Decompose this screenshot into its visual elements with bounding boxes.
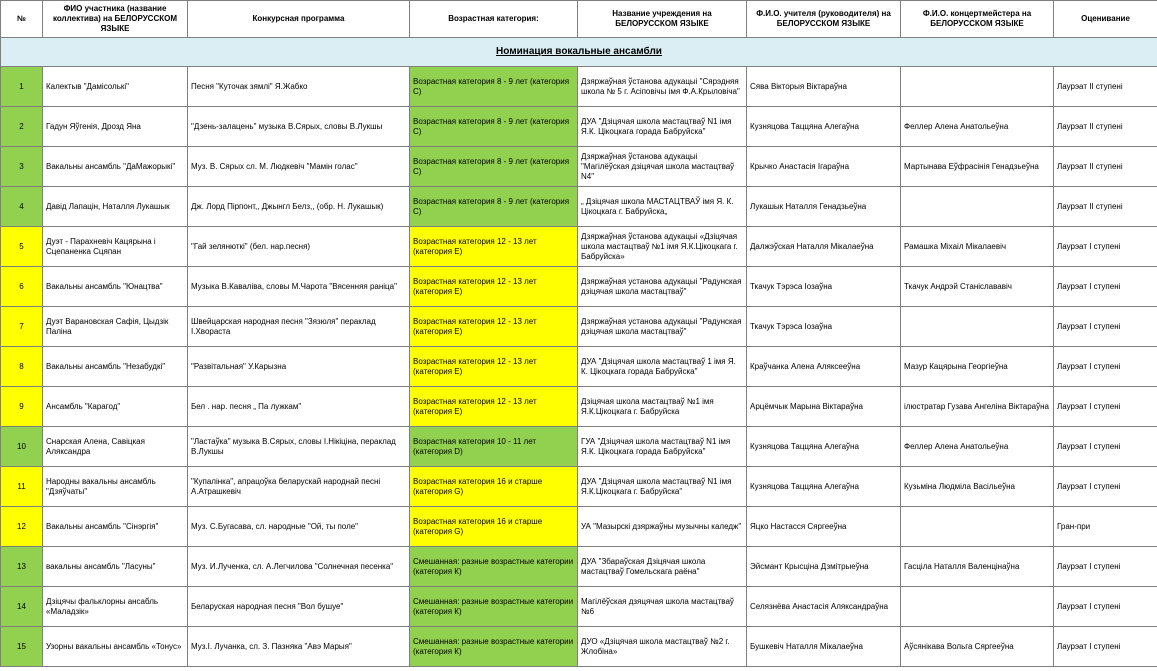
cell-accompanist[interactable]: Гасціла Наталля Валенцінаўна bbox=[901, 547, 1054, 587]
cell-accompanist[interactable] bbox=[901, 307, 1054, 347]
table-row bbox=[1, 227, 1157, 267]
cell-participant[interactable]: Дуэт Варановская Сафія, Цыдзік Паліна bbox=[43, 307, 188, 347]
cell-teacher[interactable]: Крычко Анастасія Ігараўна bbox=[747, 147, 901, 187]
table-row bbox=[1, 307, 1157, 347]
cell-participant[interactable]: Вакальны ансамбль "Юнацтва" bbox=[43, 267, 188, 307]
header-institution[interactable]: Название учреждения на БЕЛОРУССКОМ ЯЗЫКЕ bbox=[578, 1, 747, 38]
cell-score[interactable]: Гран-при bbox=[1054, 507, 1157, 547]
cell-score[interactable]: Лаурэат ІІ ступені bbox=[1054, 107, 1157, 147]
cell-age-category[interactable]: Смешанная: разные возрастные категории (категория К) bbox=[410, 627, 578, 667]
table-row bbox=[1, 427, 1157, 467]
cell-institution[interactable]: Дзяржаўная ўстанова адукацыі «Дзіцячая школа мастацтваў №1 імя Я.К.Цікоцкага г. Бабруйска» bbox=[578, 227, 747, 267]
table-row bbox=[1, 267, 1157, 307]
cell-score[interactable]: Лаурэат І ступені bbox=[1054, 387, 1157, 427]
cell-accompanist[interactable]: Рамашка Міхаіл Мікалаевіч bbox=[901, 227, 1054, 267]
cell-program[interactable]: Муз. В. Сярых сл. М. Людкевіч "Мамін голас" bbox=[188, 147, 410, 187]
cell-participant[interactable]: Дуэт - Парахневіч Кацярына і Сцепаненка Сцяпан bbox=[43, 227, 188, 267]
table-row bbox=[1, 547, 1157, 587]
cell-number[interactable]: 2 bbox=[1, 107, 43, 147]
cell-participant[interactable]: Вакальны ансамбль "Сінэргія" bbox=[43, 507, 188, 547]
cell-participant[interactable]: Гадун Яўгенія, Дрозд Яна bbox=[43, 107, 188, 147]
header-program[interactable]: Конкурсная программа bbox=[188, 1, 410, 38]
table-row bbox=[1, 387, 1157, 427]
cell-number[interactable]: 4 bbox=[1, 187, 43, 227]
cell-institution[interactable]: Дзяржаўная установа адукацыі "Радунская дзіцячая школа мастацтваў" bbox=[578, 267, 747, 307]
cell-program[interactable]: Дж. Лорд Пірпонт,, Джынгл Белз,, (обр. Н. Лукашык) bbox=[188, 187, 410, 227]
cell-teacher[interactable]: Далжэўская Наталля Мікалаеўна bbox=[747, 227, 901, 267]
cell-program[interactable]: "Развітальная" У.Карызна bbox=[188, 347, 410, 387]
cell-score[interactable]: Лаурэат І ступені bbox=[1054, 307, 1157, 347]
cell-age-category[interactable]: Возрастная категория 8 - 9 лет (категория С) bbox=[410, 107, 578, 147]
cell-number[interactable]: 9 bbox=[1, 387, 43, 427]
cell-teacher[interactable]: Сява Вікторыя Віктараўна bbox=[747, 67, 901, 107]
cell-accompanist[interactable] bbox=[901, 187, 1054, 227]
cell-accompanist[interactable]: Кузьміна Людміла Васільеўна bbox=[901, 467, 1054, 507]
cell-participant[interactable]: Давід Лапацін, Наталля Лукашык bbox=[43, 187, 188, 227]
table-row bbox=[1, 627, 1157, 667]
cell-number[interactable]: 12 bbox=[1, 507, 43, 547]
cell-accompanist[interactable] bbox=[901, 67, 1054, 107]
cell-program[interactable]: Беларуская народная песня "Вол бушуе" bbox=[188, 587, 410, 627]
header-participant[interactable]: ФИО участника (название коллектива) на БЕЛОРУССКОМ ЯЗЫКЕ bbox=[43, 1, 188, 38]
cell-participant[interactable]: Вакальны ансамбль "ДаМажорыкі" bbox=[43, 147, 188, 187]
cell-institution[interactable]: Дзяржаўная установа адукацыі "Радунская дзіцячая школа мастацтваў" bbox=[578, 307, 747, 347]
cell-teacher[interactable]: Эйсмант Крысціна Дзмітрыеўна bbox=[747, 547, 901, 587]
cell-number[interactable]: 7 bbox=[1, 307, 43, 347]
header-accompanist[interactable]: Ф.И.О. концертмейстера на БЕЛОРУССКОМ ЯЗЫКЕ bbox=[901, 1, 1054, 38]
cell-accompanist[interactable]: Аўсянікава Вольга Сяргееўна bbox=[901, 627, 1054, 667]
table-row bbox=[1, 507, 1157, 547]
cell-score[interactable]: Лаурэат І ступені bbox=[1054, 547, 1157, 587]
cell-participant[interactable]: Народны вакальны ансамбль "Дзяўчаты" bbox=[43, 467, 188, 507]
cell-age-category[interactable]: Возрастная категория 12 - 13 лет (категория Е) bbox=[410, 307, 578, 347]
cell-number[interactable]: 5 bbox=[1, 227, 43, 267]
table-row bbox=[1, 587, 1157, 627]
cell-accompanist[interactable]: ілюстратар Гузава Ангеліна Віктараўна bbox=[901, 387, 1054, 427]
cell-score[interactable]: Лаурэат ІІ ступені bbox=[1054, 67, 1157, 107]
cell-age-category[interactable]: Смешанная: разные возрастные категории (категория К) bbox=[410, 547, 578, 587]
cell-age-category[interactable]: Возрастная категория 8 - 9 лет (категория С) bbox=[410, 187, 578, 227]
cell-score[interactable]: Лаурэат ІІ ступені bbox=[1054, 187, 1157, 227]
cell-accompanist[interactable] bbox=[901, 587, 1054, 627]
header-teacher[interactable]: Ф.И.О. учителя (руководителя) на БЕЛОРУССКОМ ЯЗЫКЕ bbox=[747, 1, 901, 38]
cell-institution[interactable]: „ Дзіцячая школа МАСТАЦТВАЎ імя Я. К. Цікоцкага г. Бабруйска„ bbox=[578, 187, 747, 227]
cell-score[interactable]: Лаурэат І ступені bbox=[1054, 267, 1157, 307]
cell-teacher[interactable]: Кузняцова Таццяна Алегаўна bbox=[747, 467, 901, 507]
cell-program[interactable]: "Ластаўка" музыка В.Сярых, словы І.Нікіціна, пераклад В.Лукшы bbox=[188, 427, 410, 467]
cell-participant[interactable]: Дзіцячы фальклорны ансабль «Маладзік» bbox=[43, 587, 188, 627]
cell-institution[interactable]: ГУА "Дзіцячая школа мастацтваў N1 імя Я.К. Цікоцкага горада Бабруйска" bbox=[578, 427, 747, 467]
cell-program[interactable]: Песня "Куточак зямлі" Я.Жабко bbox=[188, 67, 410, 107]
cell-participant[interactable]: Калектыв "Дамісолькі" bbox=[43, 67, 188, 107]
cell-program[interactable]: "Купалінка", апрацоўка беларускай народнай песні А.Атрашкевіч bbox=[188, 467, 410, 507]
cell-accompanist[interactable]: Мартынава Еўфрасінія Генадзьеўна bbox=[901, 147, 1054, 187]
cell-number[interactable]: 11 bbox=[1, 467, 43, 507]
table-row bbox=[1, 187, 1157, 227]
cell-number[interactable]: 13 bbox=[1, 547, 43, 587]
cell-institution[interactable]: ДУА "Дзіцячая школа мастацтваў 1 імя Я. К. Цікоцкага горада Бабруйска" bbox=[578, 347, 747, 387]
cell-institution[interactable]: ДУА "Дзіцячая школа мастацтваў N1 імя Я.К. Цікоцкага горада Бабруйска" bbox=[578, 107, 747, 147]
cell-participant[interactable]: вакальны ансамбль "Ласуны" bbox=[43, 547, 188, 587]
cell-teacher[interactable]: Лукашык Наталля Генадзьеўна bbox=[747, 187, 901, 227]
cell-accompanist[interactable]: Мазур Кацярына Георгіеўна bbox=[901, 347, 1054, 387]
cell-teacher[interactable]: Арцёмчык Марына Віктараўна bbox=[747, 387, 901, 427]
cell-institution[interactable]: Дзіцячая школа мастацтваў №1 імя Я.К.Цікоцкага г. Бабруйска bbox=[578, 387, 747, 427]
header-row bbox=[1, 1, 1157, 38]
cell-age-category[interactable]: Возрастная категория 12 - 13 лет (категория Е) bbox=[410, 387, 578, 427]
cell-number[interactable]: 10 bbox=[1, 427, 43, 467]
cell-age-category[interactable]: Возрастная категория 12 - 13 лет (категория Е) bbox=[410, 347, 578, 387]
cell-number[interactable]: 15 bbox=[1, 627, 43, 667]
cell-score[interactable]: Лаурэат І ступені bbox=[1054, 467, 1157, 507]
cell-program[interactable]: Муз. С.Бугасава, сл. народные "Ой, ты поле" bbox=[188, 507, 410, 547]
cell-accompanist[interactable]: Ткачук Андрэй Станіслававіч bbox=[901, 267, 1054, 307]
cell-number[interactable]: 3 bbox=[1, 147, 43, 187]
cell-program[interactable]: Музыка В.Каваліва, словы М.Чарота "Вясенняя раніца" bbox=[188, 267, 410, 307]
cell-age-category[interactable]: Возрастная категория 12 - 13 лет (категория Е) bbox=[410, 227, 578, 267]
cell-program[interactable]: Бел . нар. песня „ Па лужкам" bbox=[188, 387, 410, 427]
cell-teacher[interactable]: Ткачук Тэрэса Іозаўна bbox=[747, 267, 901, 307]
cell-teacher[interactable]: Бушкевіч Наталля Мікалаеўна bbox=[747, 627, 901, 667]
table-row bbox=[1, 67, 1157, 107]
cell-score[interactable]: Лаурэат І ступені bbox=[1054, 627, 1157, 667]
cell-institution[interactable]: Дзяржаўная ўстанова адукацыі "Магілёўская дзіцячая школа мастацтваў N4" bbox=[578, 147, 747, 187]
cell-program[interactable]: Муз. И.Лученка, сл. А.Легчилова "Солнечная песенка" bbox=[188, 547, 410, 587]
cell-age-category[interactable]: Возрастная категория 12 - 13 лет (категория Е) bbox=[410, 267, 578, 307]
cell-participant[interactable]: Вакальны ансамбль "Незабудкі" bbox=[43, 347, 188, 387]
table-row bbox=[1, 147, 1157, 187]
nomination-row bbox=[1, 38, 1157, 67]
table-row bbox=[1, 347, 1157, 387]
cell-score[interactable]: Лаурэат І ступені bbox=[1054, 347, 1157, 387]
cell-institution[interactable]: Дзяржаўная ўстанова адукацыі "Сярэдняя школа № 5 г. Асіповічы імя Ф.А.Крыловіча" bbox=[578, 67, 747, 107]
cell-score[interactable]: Лаурэат І ступені bbox=[1054, 227, 1157, 267]
table-row bbox=[1, 467, 1157, 507]
cell-age-category[interactable]: Возрастная категория 16 и старше (категория G) bbox=[410, 467, 578, 507]
cell-teacher[interactable]: Яцко Настасся Сяргееўна bbox=[747, 507, 901, 547]
cell-program[interactable]: "Гай зелянюткі" (бел. нар.песня) bbox=[188, 227, 410, 267]
header-age-category[interactable]: Возрастная категория: bbox=[410, 1, 578, 38]
cell-age-category[interactable]: Возрастная категория 8 - 9 лет (категория С) bbox=[410, 67, 578, 107]
cell-teacher[interactable]: Кузняцова Таццяна Алегаўна bbox=[747, 427, 901, 467]
cell-teacher[interactable]: Кузняцова Таццяна Алегаўна bbox=[747, 107, 901, 147]
cell-number[interactable]: 1 bbox=[1, 67, 43, 107]
cell-participant[interactable]: Узорны вакальны ансамбль «Тонус» bbox=[43, 627, 188, 667]
cell-age-category[interactable]: Возрастная категория 8 - 9 лет (категория С) bbox=[410, 147, 578, 187]
cell-institution[interactable]: Магілёўская дзяцячая школа мастацтваў №6 bbox=[578, 587, 747, 627]
cell-teacher[interactable]: Селязнёва Анастасія Аляксандраўна bbox=[747, 587, 901, 627]
cell-age-category[interactable]: Возрастная категория 16 и старше (категория G) bbox=[410, 507, 578, 547]
cell-participant[interactable]: Снарская Алена, Савіцкая Аляксандра bbox=[43, 427, 188, 467]
cell-score[interactable]: Лаурэат І ступені bbox=[1054, 427, 1157, 467]
cell-teacher[interactable]: Краўчанка Алена Аляксееўна bbox=[747, 347, 901, 387]
cell-teacher[interactable]: Ткачук Тэрэса Іозаўна bbox=[747, 307, 901, 347]
header-number[interactable]: № bbox=[1, 1, 43, 38]
cell-number[interactable]: 6 bbox=[1, 267, 43, 307]
cell-age-category[interactable]: Смешанная: разные возрастные категории (категория К) bbox=[410, 587, 578, 627]
cell-accompanist[interactable]: Феллер Алена Анатольеўна bbox=[901, 107, 1054, 147]
cell-program[interactable]: Швейцарская народная песня "Зязюля" пераклад І.Хвораста bbox=[188, 307, 410, 347]
cell-number[interactable]: 14 bbox=[1, 587, 43, 627]
table-row bbox=[1, 107, 1157, 147]
cell-number[interactable]: 8 bbox=[1, 347, 43, 387]
cell-participant[interactable]: Ансамбль "Карагод" bbox=[43, 387, 188, 427]
cell-program[interactable]: Муз.І. Лучанка, сл. З. Пазняка "Авэ Марыя" bbox=[188, 627, 410, 667]
nomination-title[interactable]: Номинация вокальные ансамбли bbox=[1, 38, 1157, 67]
cell-institution[interactable]: ДУО «Дзіцячая школа мастацтваў №2 г. Жлобіна» bbox=[578, 627, 747, 667]
cell-accompanist[interactable] bbox=[901, 507, 1054, 547]
cell-program[interactable]: "Дзень-залацень" музыка В.Сярых, словы В.Лукшы bbox=[188, 107, 410, 147]
cell-score[interactable]: Лаурэат І ступені bbox=[1054, 587, 1157, 627]
cell-institution[interactable]: ДУА "Збараўская Дзіцячая школа мастацтваў Гомельскага раёна" bbox=[578, 547, 747, 587]
cell-age-category[interactable]: Возрастная категория 10 - 11 лет (категория D) bbox=[410, 427, 578, 467]
cell-accompanist[interactable]: Феллер Алена Анатольеўна bbox=[901, 427, 1054, 467]
cell-institution[interactable]: УА "Мазырскі дзяржаўны музычны каледж" bbox=[578, 507, 747, 547]
header-score[interactable]: Оценивание bbox=[1054, 1, 1157, 38]
cell-score[interactable]: Лаурэат ІІ ступені bbox=[1054, 147, 1157, 187]
cell-institution[interactable]: ДУА "Дзіцячая школа мастацтваў N1 імя Я.К.Цікоцкага г. Бабруйска" bbox=[578, 467, 747, 507]
